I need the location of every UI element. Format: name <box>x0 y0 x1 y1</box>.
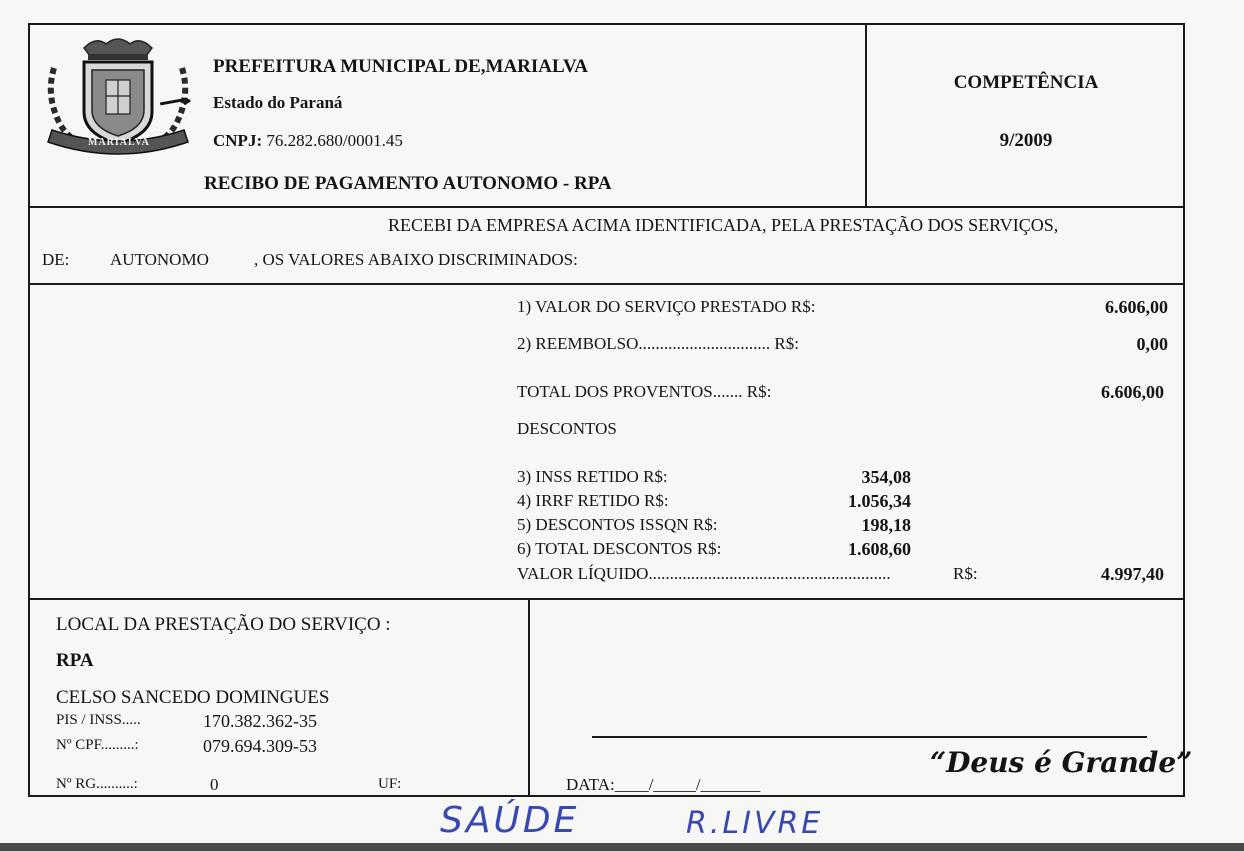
total-proventos-label: TOTAL DOS PROVENTOS....... R$: <box>517 382 772 401</box>
de-value: AUTONOMO <box>110 250 209 269</box>
motto-stamp: “Deus é Grande” <box>930 746 1193 779</box>
signature-line <box>592 736 1147 738</box>
frame-bottom <box>28 795 1185 797</box>
irrf-label: 4) IRRF RETIDO R$: <box>517 491 669 510</box>
rg-label: Nº RG..........: <box>56 776 138 792</box>
intro-divider <box>28 283 1185 285</box>
valor-liquido-currency: R$: <box>953 564 978 583</box>
cpf-value: 079.694.309-53 <box>203 736 317 756</box>
rg-value: 0 <box>210 775 219 794</box>
handwritten-note-saude: SAÚDE <box>440 800 580 841</box>
servico-value: 6.606,00 <box>1105 297 1168 317</box>
header-vertical-divider <box>865 23 867 207</box>
cnpj-value: 76.282.680/0001.45 <box>266 131 403 150</box>
provider-name: CELSO SANCEDO DOMINGUES <box>56 687 330 708</box>
inss-value: 354,08 <box>861 467 911 487</box>
state-name: Estado do Paraná <box>213 93 343 112</box>
cpf-label: Nº CPF.........: <box>56 737 139 753</box>
local-prestacao-label: LOCAL DA PRESTAÇÃO DO SERVIÇO : <box>56 614 391 635</box>
reembolso-value: 0,00 <box>1136 334 1168 354</box>
reembolso-label: 2) REEMBOLSO............................... R$: <box>517 334 799 353</box>
values-divider <box>28 598 1185 600</box>
handwritten-note-livre: R.LIVRE <box>686 806 824 841</box>
frame-top <box>28 23 1185 25</box>
irrf-value: 1.056,34 <box>848 491 911 511</box>
competencia-label: COMPETÊNCIA <box>953 72 1099 93</box>
valor-liquido-label: VALOR LÍQUIDO......................................................... <box>517 564 891 583</box>
footer-vertical-divider <box>528 598 530 796</box>
municipality-name: PREFEITURA MUNICIPAL DE,MARIALVA <box>213 56 588 77</box>
servico-label: 1) VALOR DO SERVIÇO PRESTADO R$: <box>517 297 816 316</box>
local-prestacao-value: RPA <box>56 650 94 671</box>
pis-label: PIS / INSS..... <box>56 712 141 728</box>
issqn-label: 5) DESCONTOS ISSQN R$: <box>517 515 718 534</box>
pis-value: 170.382.362-35 <box>203 711 317 731</box>
total-descontos-label: 6) TOTAL DESCONTOS R$: <box>517 539 722 558</box>
date-field: DATA:____/_____/_______ <box>566 775 761 794</box>
total-descontos-value: 1.608,60 <box>848 539 911 559</box>
de-label: DE: <box>42 250 70 269</box>
cnpj-label: CNPJ: <box>213 131 263 150</box>
header-divider <box>28 206 1185 208</box>
scan-edge <box>0 843 1244 851</box>
total-proventos-value: 6.606,00 <box>1101 382 1164 402</box>
descontos-heading: DESCONTOS <box>517 419 617 438</box>
document-title: RECIBO DE PAGAMENTO AUTONOMO - RPA <box>204 173 612 194</box>
frame-left <box>28 23 30 796</box>
intro-line-1: RECEBI DA EMPRESA ACIMA IDENTIFICADA, PELA PRESTAÇÃO DOS SERVIÇOS, <box>388 215 1059 235</box>
cnpj-line <box>213 131 403 151</box>
intro-line-2: , OS VALORES ABAIXO DISCRIMINADOS: <box>254 250 578 269</box>
inss-label: 3) INSS RETIDO R$: <box>517 467 668 486</box>
emblem-ribbon-text: MARIALVA <box>88 137 150 148</box>
issqn-value: 198,18 <box>861 515 911 535</box>
valor-liquido-value: 4.997,40 <box>1101 564 1164 584</box>
uf-label: UF: <box>378 776 402 792</box>
competencia-value: 9/2009 <box>999 130 1053 151</box>
